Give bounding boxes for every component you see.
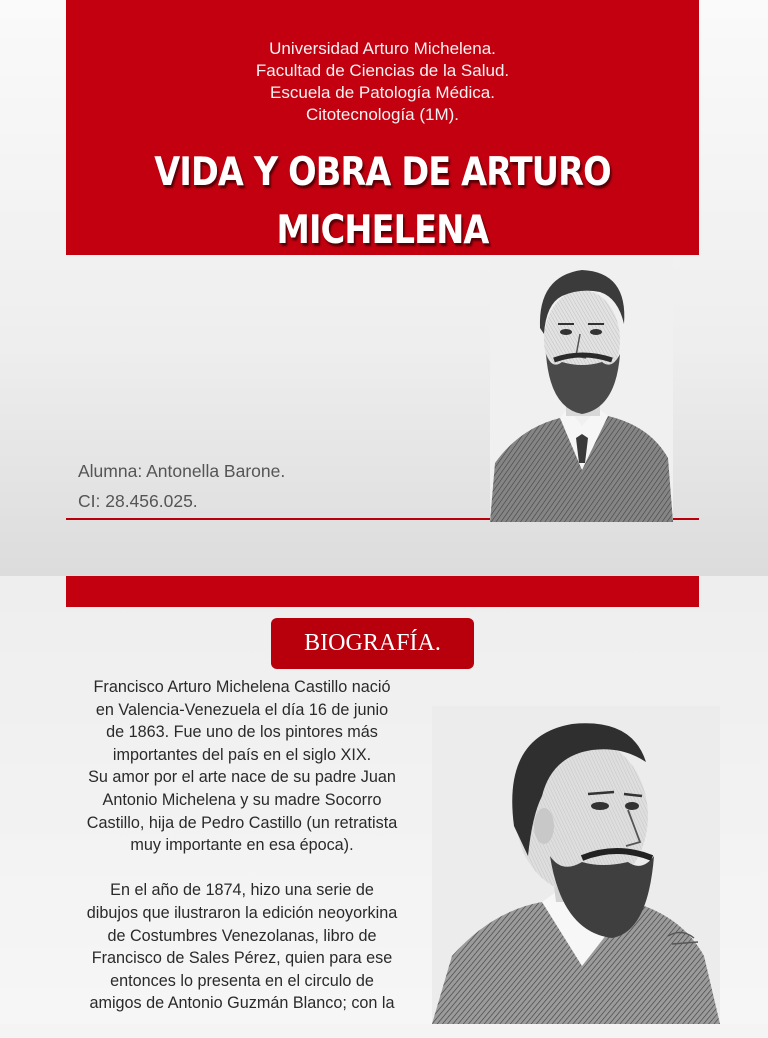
- portrait-engraving-icon: [490, 258, 673, 522]
- student-info: [78, 456, 285, 516]
- bio-line: de Costumbres Venezolanas, libro de: [107, 926, 377, 945]
- university-name: Universidad Arturo Michelena.: [269, 39, 496, 58]
- bio-line: dibujos que ilustraron la edición neoyorkina: [86, 903, 398, 922]
- biography-heading: BIOGRAFÍA.: [271, 618, 474, 669]
- course-name: Citotecnología (1M).: [305, 105, 460, 124]
- student-name: Alumna: Antonella Barone.: [78, 461, 286, 481]
- bio-line: de 1863. Fue uno de los pintores más: [106, 723, 378, 742]
- divider-line: [66, 518, 490, 520]
- title-line-2: MICHELENA: [276, 208, 489, 253]
- bio-line: Francisco Arturo Michelena Castillo nació: [93, 678, 391, 696]
- bio-line: amigos de Antonio Guzmán Blanco; con la: [89, 994, 395, 1013]
- portrait-sketch: [432, 706, 720, 1024]
- bio-line: en Valencia-Venezuela el día 16 de junio: [95, 700, 389, 719]
- biography-paragraph-1: [48, 676, 436, 857]
- portrait-sketch-icon: [432, 706, 720, 1024]
- bio-line: Antonio Michelena y su madre Socorro: [102, 790, 382, 809]
- portrait-engraving: [490, 258, 673, 522]
- institution-block: [66, 38, 699, 126]
- header-band-2: [66, 576, 699, 607]
- school-name: Escuela de Patología Médica.: [270, 83, 495, 102]
- biography-text: [48, 676, 436, 1038]
- bio-line: Francisco de Sales Pérez, quien para ese: [91, 949, 393, 968]
- title-line-1: VIDA Y OBRA DE ARTURO: [154, 150, 611, 195]
- page-title: [110, 144, 654, 260]
- faculty-name: Facultad de Ciencias de la Salud.: [255, 61, 510, 80]
- divider-line-right: [673, 518, 699, 520]
- bio-line: Su amor por el arte nace de su padre Juan: [88, 768, 396, 787]
- bio-line: muy importante en esa época).: [130, 836, 354, 855]
- bio-line: Castillo, hija de Pedro Castillo (un retratista: [86, 813, 398, 832]
- bio-line: entonces lo presenta en el circulo de: [110, 971, 374, 990]
- biography-paragraph-2: [48, 879, 436, 1015]
- bio-line: importantes del país en el siglo XIX.: [112, 745, 372, 764]
- student-id: CI: 28.456.025.: [78, 491, 198, 511]
- bio-line: En el año de 1874, hizo una serie de: [110, 881, 374, 900]
